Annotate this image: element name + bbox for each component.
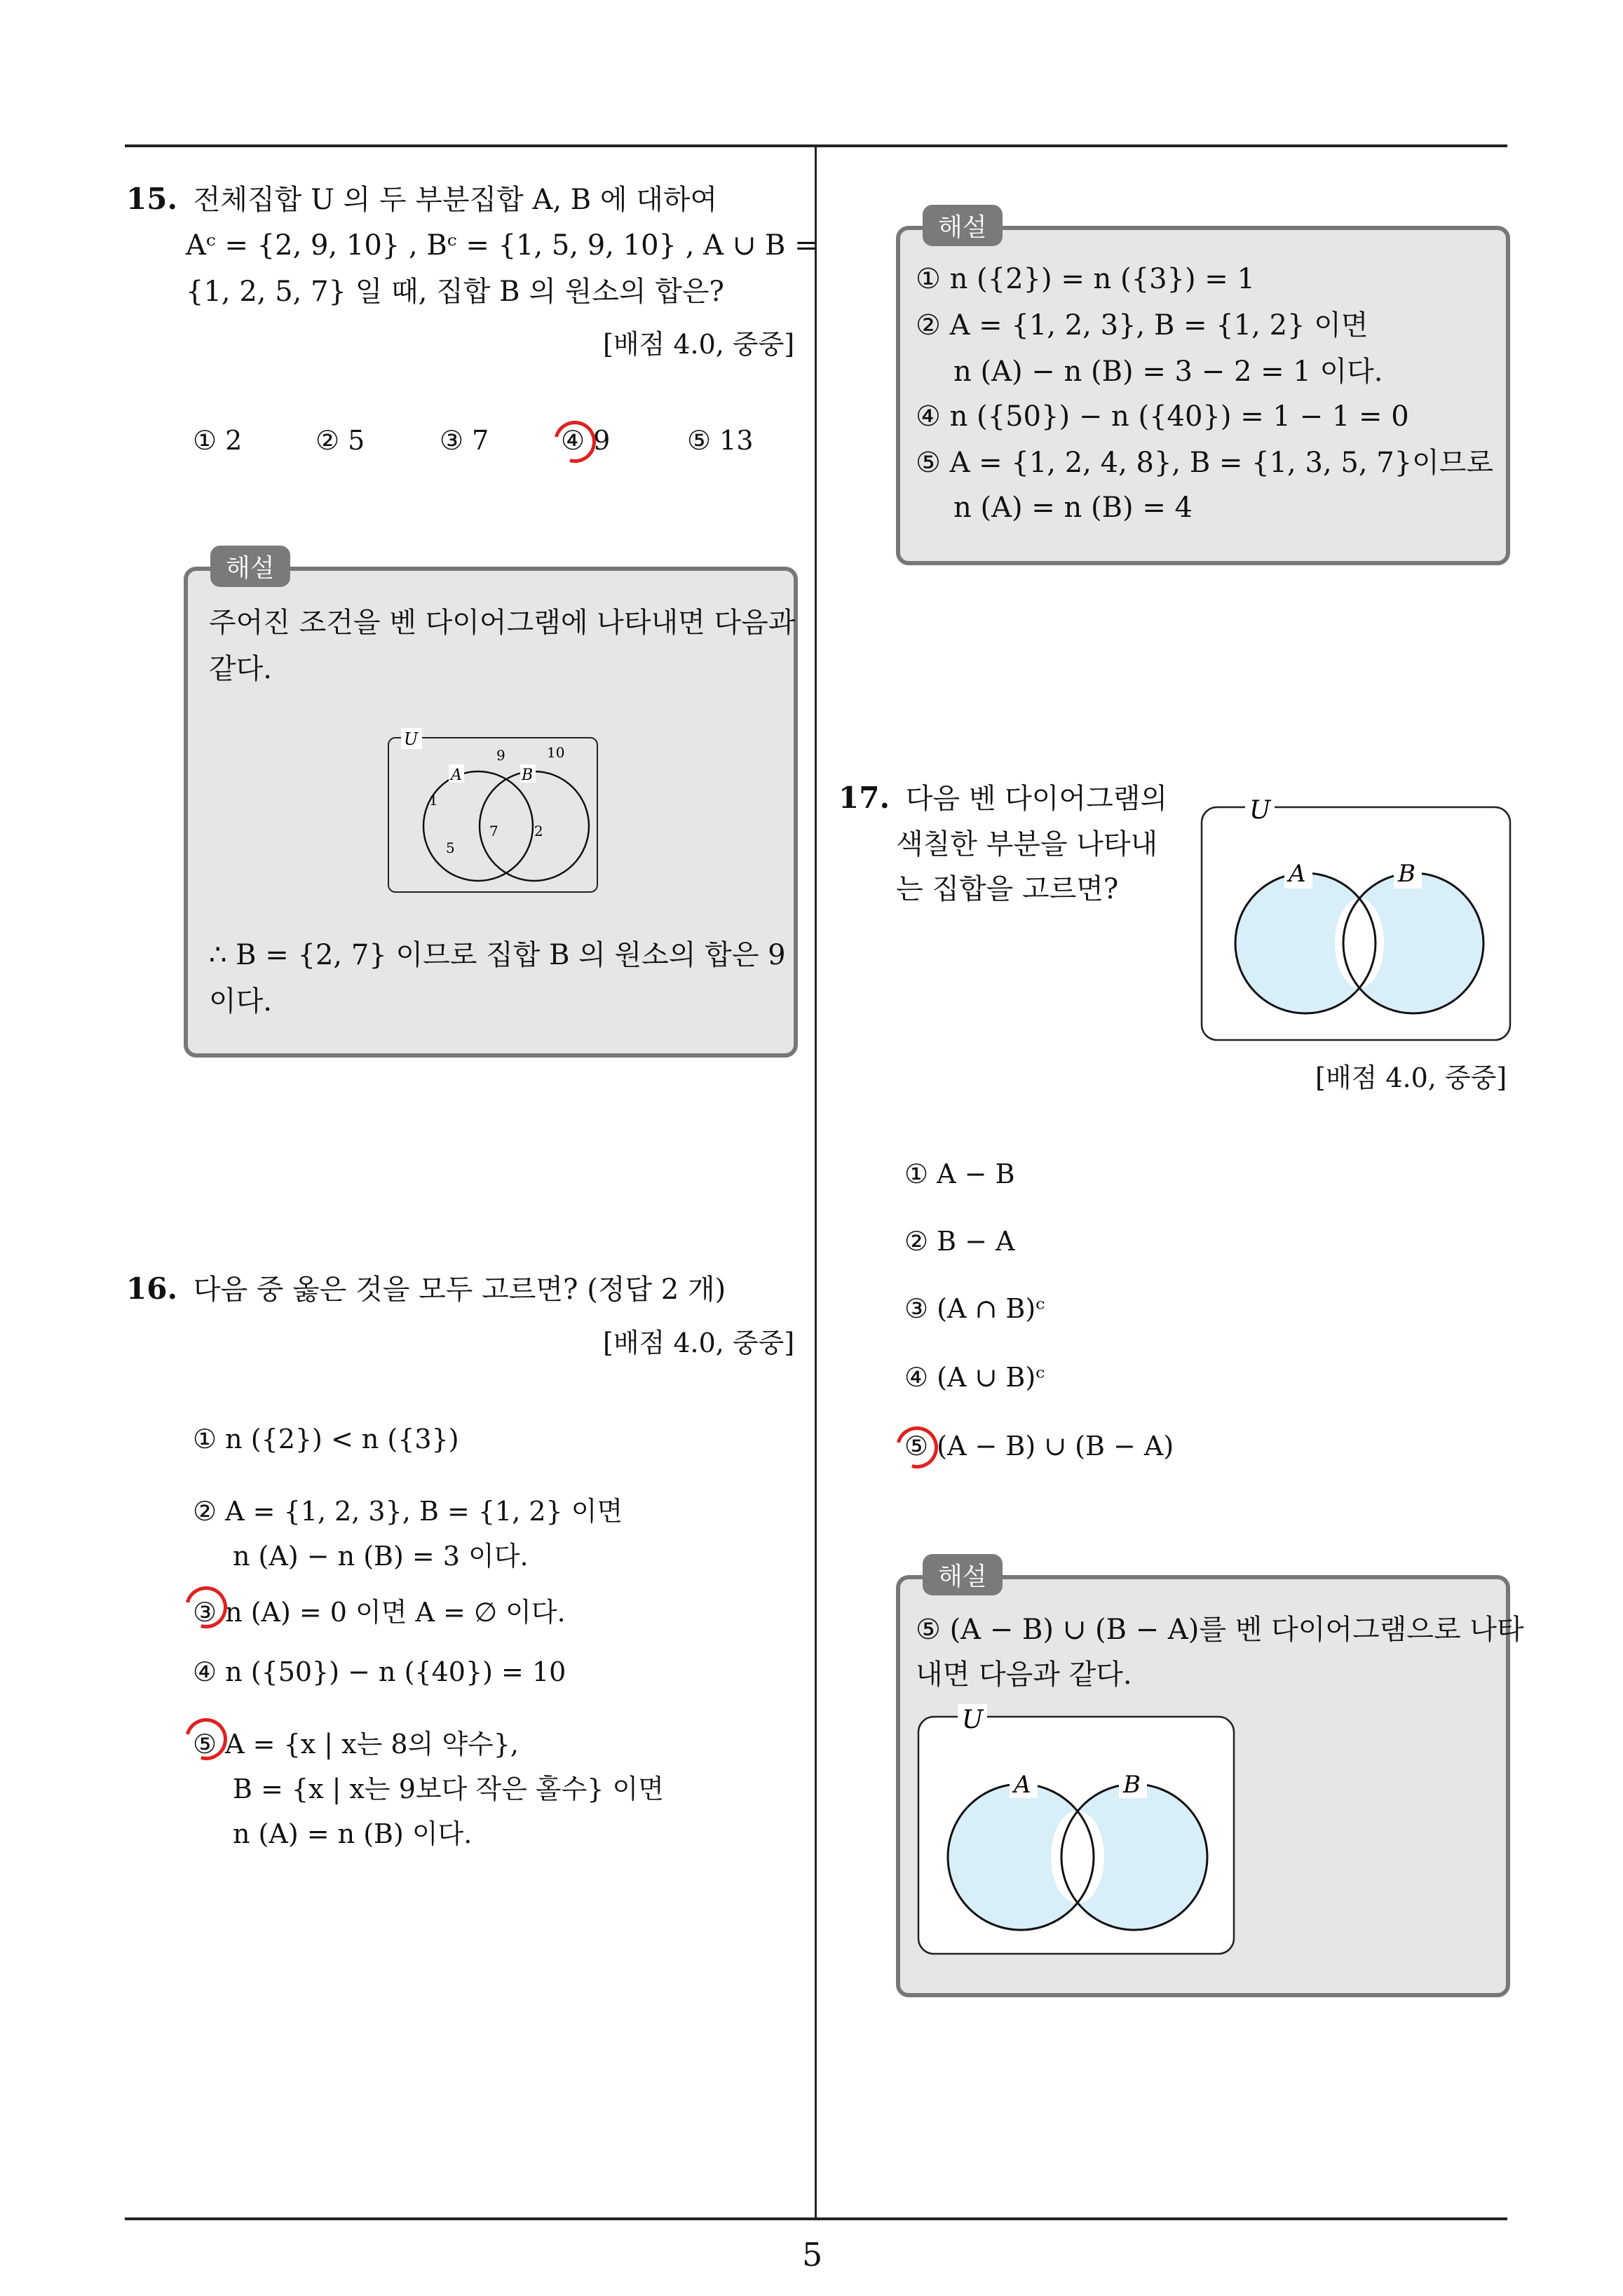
venn-num-1: 1 [429,792,438,809]
q15-choice-1[interactable]: ① 2 [193,425,243,456]
q15-choice-5[interactable]: ⑤ 13 [687,425,754,456]
q17-venn-u: U [1249,796,1271,825]
q16-text-1: 다음 중 옳은 것을 모두 고르면? (정답 2 개) [193,1274,726,1306]
q15-solution-line1: 주어진 조건을 벤 다이어그램에 나타내면 다음과 [209,607,796,639]
q17-solution-line2: 내면 다음과 같다. [916,1659,1132,1691]
venn-num-2: 2 [534,823,543,839]
sol-venn-b: B [1123,1771,1141,1799]
q16-number: 16. [126,1271,178,1306]
q16-choice-5c: n (A) = n (B) 이다. [233,1818,473,1849]
q16-solution-l1: ① n ({2}) = n ({3}) = 1 [916,263,1255,295]
q17-line2: 색칠한 부분을 나타내 [896,828,1158,860]
q16-choice-3[interactable]: ③ n (A) = 0 이면 A = ∅ 이다. [193,1597,566,1628]
page-number: 5 [802,2236,823,2274]
venn-num-7: 7 [489,823,498,839]
venn-num-9: 9 [496,747,505,764]
q16-choice-1[interactable]: ① n ({2}) < n ({3}) [193,1424,459,1454]
q16-solution-l4: ④ n ({50}) − n ({40}) = 1 − 1 = 0 [916,400,1409,433]
q17-choice-3[interactable]: ③ (A ∩ B)ᶜ [904,1293,1045,1324]
q15-solution-tag: 해설 [210,546,290,587]
q15-score: [배점 4.0, 중중] [603,329,795,360]
q17-choice-1[interactable]: ① A − B [904,1159,1015,1189]
q17-line3: 는 집합을 고르면? [896,873,1119,905]
q16-choice-4[interactable]: ④ n ({50}) − n ({40}) = 10 [193,1656,566,1687]
q16-solution-l6: n (A) = n (B) = 4 [953,492,1193,524]
q15-solution-line2: 같다. [209,653,272,685]
q15-number: 15. [126,182,178,216]
q16-choice-2a[interactable]: ② A = {1, 2, 3}, B = {1, 2} 이면 [193,1496,623,1527]
q15-text-1: 전체집합 U 의 두 부분집합 A, B 에 대하여 [193,184,718,216]
q17-venn-a: A [1289,860,1306,888]
q17-solution-tag: 해설 [923,1554,1003,1595]
q15-solution-line4: 이다. [209,985,272,1018]
q17-venn-b: B [1398,860,1415,888]
q16-choice-5a[interactable]: ⑤ A = {x | x는 8의 약수}, [193,1729,520,1760]
q17-solution-line1: ⑤ (A − B) ∪ (B − A)를 벤 다이어그램으로 나타 [916,1614,1524,1646]
q16-score: [배점 4.0, 중중] [603,1328,795,1358]
q15-choice-4[interactable]: ④ 9 [561,425,611,456]
q16-line1 [126,1267,726,1312]
q16-solution-tag: 해설 [923,205,1003,246]
sol-venn-a: A [1014,1771,1031,1799]
q16-choice-5b: B = {x | x는 9보다 작은 홀수} 이면 [233,1774,664,1804]
venn-label-u: U [404,729,419,749]
q17-number: 17. [838,781,890,815]
q16-solution-l5: ⑤ A = {1, 2, 4, 8}, B = {1, 3, 5, 7}이므로 [916,447,1494,479]
q17-choice-2[interactable]: ② B − A [904,1226,1015,1257]
column-divider [815,144,817,2219]
q15-line1 [126,177,717,222]
q15-venn-diagram [386,722,603,898]
q17-choice-5[interactable]: ⑤ (A − B) ∪ (B − A) [904,1431,1174,1461]
q16-solution-l3: n (A) − n (B) = 3 − 2 = 1 이다. [953,356,1383,388]
q15-line2: Aᶜ = {2, 9, 10} , Bᶜ = {1, 5, 9, 10} , A ∪ B = [186,229,818,262]
q15-solution-line3: ∴ B = {2, 7} 이므로 집합 B 의 원소의 합은 9 [209,939,786,971]
q17-answer-mark-icon [888,1419,946,1476]
q17-venn-diagram [1199,789,1514,1043]
venn-label-b: B [522,767,534,784]
q17-solution-venn-diagram [916,1699,1238,1958]
venn-num-10: 10 [547,744,565,761]
q17-score: [배점 4.0, 중중] [1315,1062,1507,1093]
q17-choice-4[interactable]: ④ (A ∪ B)ᶜ [904,1362,1045,1393]
q15-line3: {1, 2, 5, 7} 일 때, 집합 B 의 원소의 합은? [186,276,724,308]
q16-solution-l2: ② A = {1, 2, 3}, B = {1, 2} 이면 [916,309,1369,342]
q17-text-1: 다음 벤 다이어그램의 [905,783,1167,815]
venn-label-a: A [451,767,462,784]
q17-line1 [838,776,1167,821]
venn-num-5: 5 [446,839,455,856]
q15-choice-3[interactable]: ③ 7 [440,425,489,456]
bottom-rule [125,2217,1507,2220]
sol-venn-u: U [962,1706,984,1734]
q15-answer-mark-icon [546,413,604,471]
q15-choice-2[interactable]: ② 5 [315,425,365,456]
q16-choice-2b: n (A) − n (B) = 3 이다. [233,1541,529,1572]
